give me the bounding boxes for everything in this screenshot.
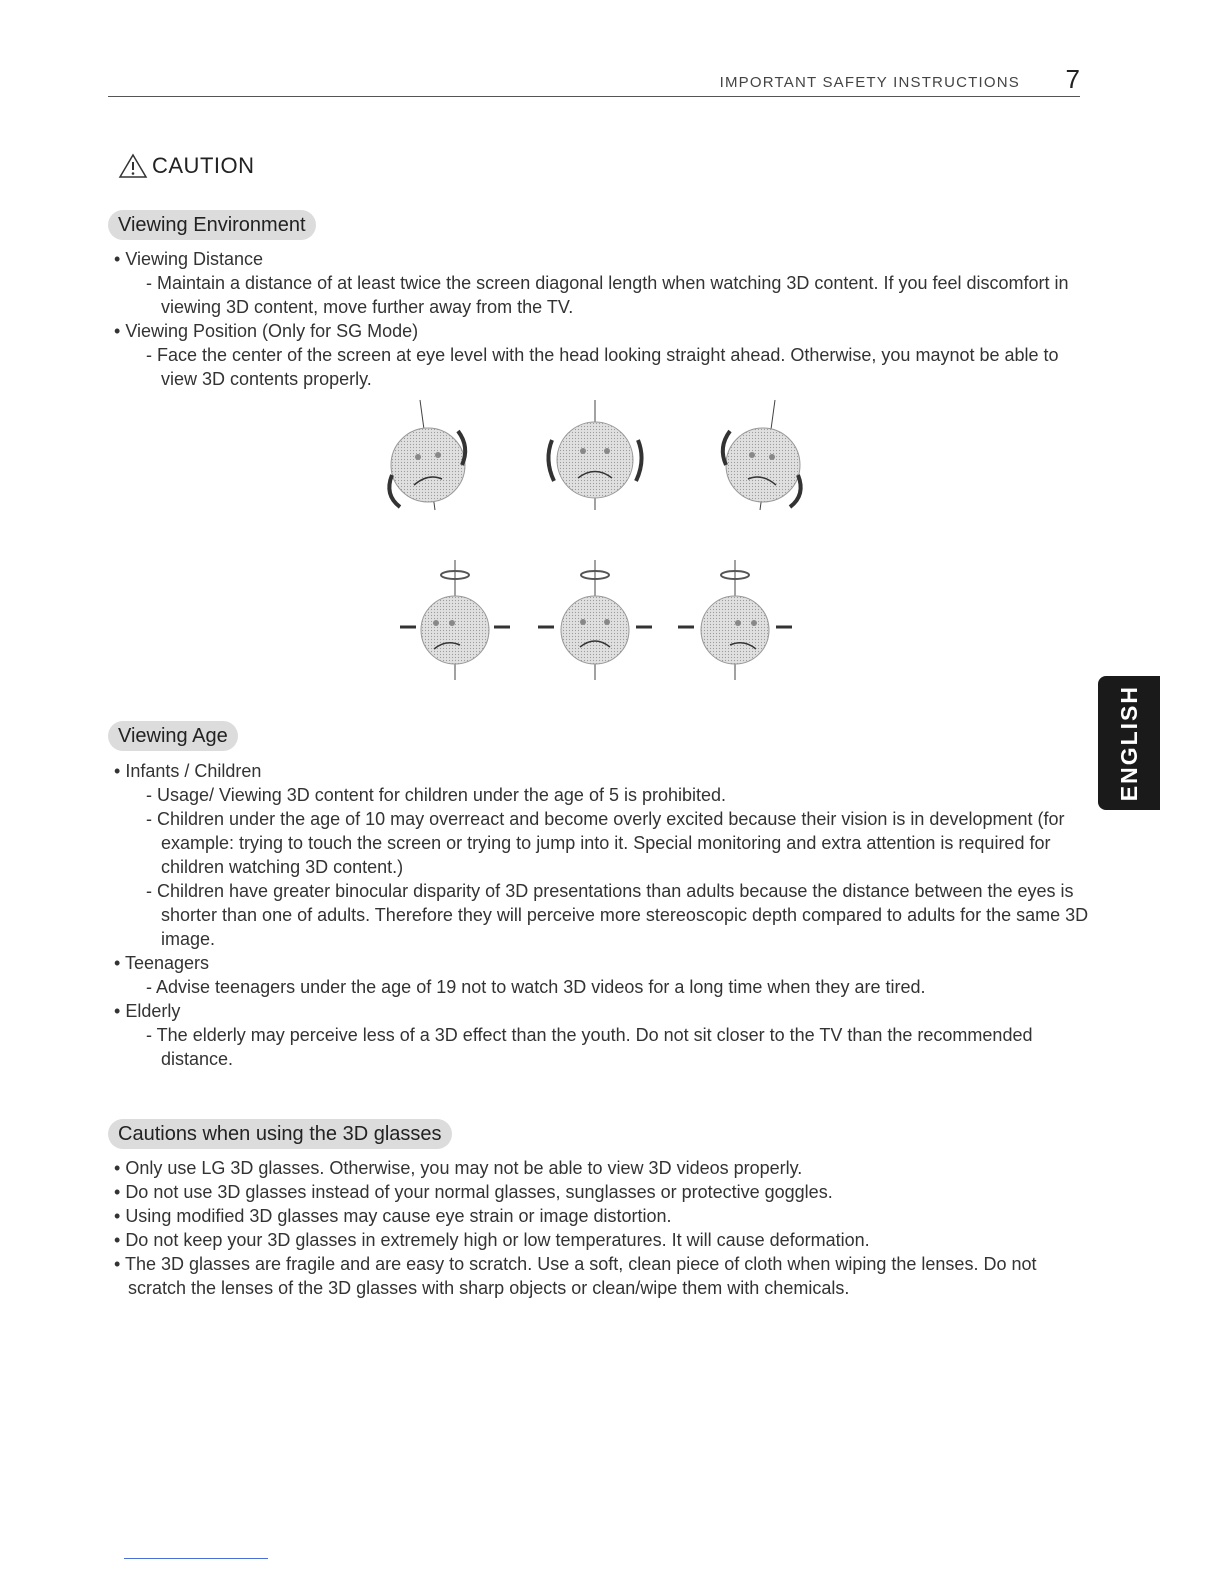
- list-item: - Maintain a distance of at least twice the screen diagonal length when watching 3D content. If you feel discomfort in viewing 3D content, move further away from the TV.: [146, 273, 1069, 317]
- bullet-text: Advise teenagers under the age of 19 not to watch 3D videos for a long time when they are tired.: [156, 977, 926, 997]
- page-number: 7: [1065, 64, 1080, 94]
- face-rotated-right: [678, 560, 792, 680]
- section-viewing-age: [114, 759, 1089, 1071]
- list-item: • Do not keep your 3D glasses in extremely high or low temperatures. It will cause deformation.: [114, 1230, 870, 1250]
- section-heading-3d-glasses: Cautions when using the 3D glasses: [108, 1119, 452, 1149]
- bullet-text: Teenagers: [124, 953, 210, 973]
- list-item: • The 3D glasses are fragile and are easy to scratch. Use a soft, clean piece of cloth when wiping the lenses. Do not scratch the lenses of the 3D glasses with sharp objects or clean/wipe them with chemicals.: [114, 1254, 1037, 1298]
- list-item: - Children have greater binocular disparity of 3D presentations than adults because the distance between the eyes is shorter than one of adults. Therefore they will perceive more stereoscopic depth compared to adults for the same 3D image.: [146, 881, 1089, 949]
- bullet-text: Children have greater binocular disparity of 3D presentations than adults because the distance between the eyes is shorter than one of adults. Therefore they will perceive more stereoscopic depth compared to adults for the same 3D image.: [157, 881, 1089, 949]
- header-title: IMPORTANT SAFETY INSTRUCTIONS: [719, 74, 1020, 91]
- bullet-text: Viewing Distance: [125, 249, 264, 269]
- footer-divider: [124, 1558, 268, 1559]
- bullet-text: Viewing Position (Only for SG Mode): [125, 321, 419, 341]
- list-item: - Usage/ Viewing 3D content for children under the age of 5 is prohibited.: [146, 785, 727, 805]
- face-rotated-left: [400, 560, 510, 680]
- list-item: - The elderly may perceive less of a 3D effect than the youth. Do not sit closer to the TV than the recommended distance.: [146, 1025, 1033, 1069]
- list-item: - Advise teenagers under the age of 19 not to watch 3D videos for a long time when they are tired.: [146, 977, 926, 997]
- language-tab: [1098, 676, 1160, 810]
- face-tilted-left: [389, 400, 465, 510]
- section-3d-glasses: [114, 1156, 1089, 1300]
- face-tilted-right: [723, 400, 801, 510]
- bullet-text: Usage/ Viewing 3D content for children under the age of 5 is prohibited.: [157, 785, 727, 805]
- bullet-text: Face the center of the screen at eye level with the head looking straight ahead. Otherwise, you maynot be able to view 3D contents properly.: [157, 345, 1059, 389]
- bullet-text: Only use LG 3D glasses. Otherwise, you may not be able to view 3D videos properly.: [125, 1158, 803, 1178]
- list-item: • Elderly: [114, 1001, 181, 1021]
- bullet-text: The 3D glasses are fragile and are easy to scratch. Use a soft, clean piece of cloth when wiping the lenses. Do not scratch the lenses of the 3D glasses with sharp objects or clean/wipe them with chemicals.: [124, 1254, 1037, 1298]
- bullet-text: Using modified 3D glasses may cause eye strain or image distortion.: [125, 1206, 672, 1226]
- section-heading-viewing-age: Viewing Age: [108, 721, 238, 751]
- face-front: [538, 560, 652, 680]
- head-position-illustration: [370, 395, 830, 685]
- language-tab-label: ENGLISH: [1115, 684, 1142, 802]
- page-header: [108, 64, 1080, 97]
- faces-figure: [370, 395, 830, 685]
- list-item: • Infants / Children: [114, 761, 262, 781]
- list-item: • Only use LG 3D glasses. Otherwise, you may not be able to view 3D videos properly.: [114, 1158, 803, 1178]
- bullet-text: Do not use 3D glasses instead of your normal glasses, sunglasses or protective goggles.: [125, 1182, 833, 1202]
- warning-triangle-icon: [118, 153, 148, 179]
- face-straight: [548, 400, 641, 510]
- list-item: • Teenagers: [114, 953, 210, 973]
- list-item: • Do not use 3D glasses instead of your normal glasses, sunglasses or protective goggles.: [114, 1182, 833, 1202]
- list-item: • Viewing Distance: [114, 249, 264, 269]
- list-item: • Viewing Position (Only for SG Mode): [114, 321, 419, 341]
- bullet-text: Children under the age of 10 may overreact and become overly excited because their vision is in development (for example: trying to touch the screen or trying to jump into it. Special monitoring and extra attention is required for children watching 3D content.): [157, 809, 1065, 877]
- section-viewing-environment: [114, 247, 1089, 391]
- list-item: - Children under the age of 10 may overreact and become overly excited because their vision is in development (for example: trying to touch the screen or trying to jump into it. Special monitoring and extra attention is required for children watching 3D content.): [146, 809, 1065, 877]
- bullet-text: Infants / Children: [125, 761, 262, 781]
- bullet-text: The elderly may perceive less of a 3D effect than the youth. Do not sit closer to the TV than the recommended distance.: [156, 1025, 1033, 1069]
- caution-label: CAUTION: [152, 153, 255, 178]
- list-item: • Using modified 3D glasses may cause eye strain or image distortion.: [114, 1206, 672, 1226]
- bullet-text: Do not keep your 3D glasses in extremely high or low temperatures. It will cause deformation.: [125, 1230, 870, 1250]
- bullet-text: Maintain a distance of at least twice the screen diagonal length when watching 3D content. If you feel discomfort in viewing 3D content, move further away from the TV.: [157, 273, 1069, 317]
- caution-heading: [118, 150, 255, 182]
- section-heading-viewing-environment: Viewing Environment: [108, 210, 316, 240]
- bullet-text: Elderly: [125, 1001, 181, 1021]
- list-item: - Face the center of the screen at eye level with the head looking straight ahead. Otherwise, you maynot be able to view 3D contents properly.: [146, 345, 1059, 389]
